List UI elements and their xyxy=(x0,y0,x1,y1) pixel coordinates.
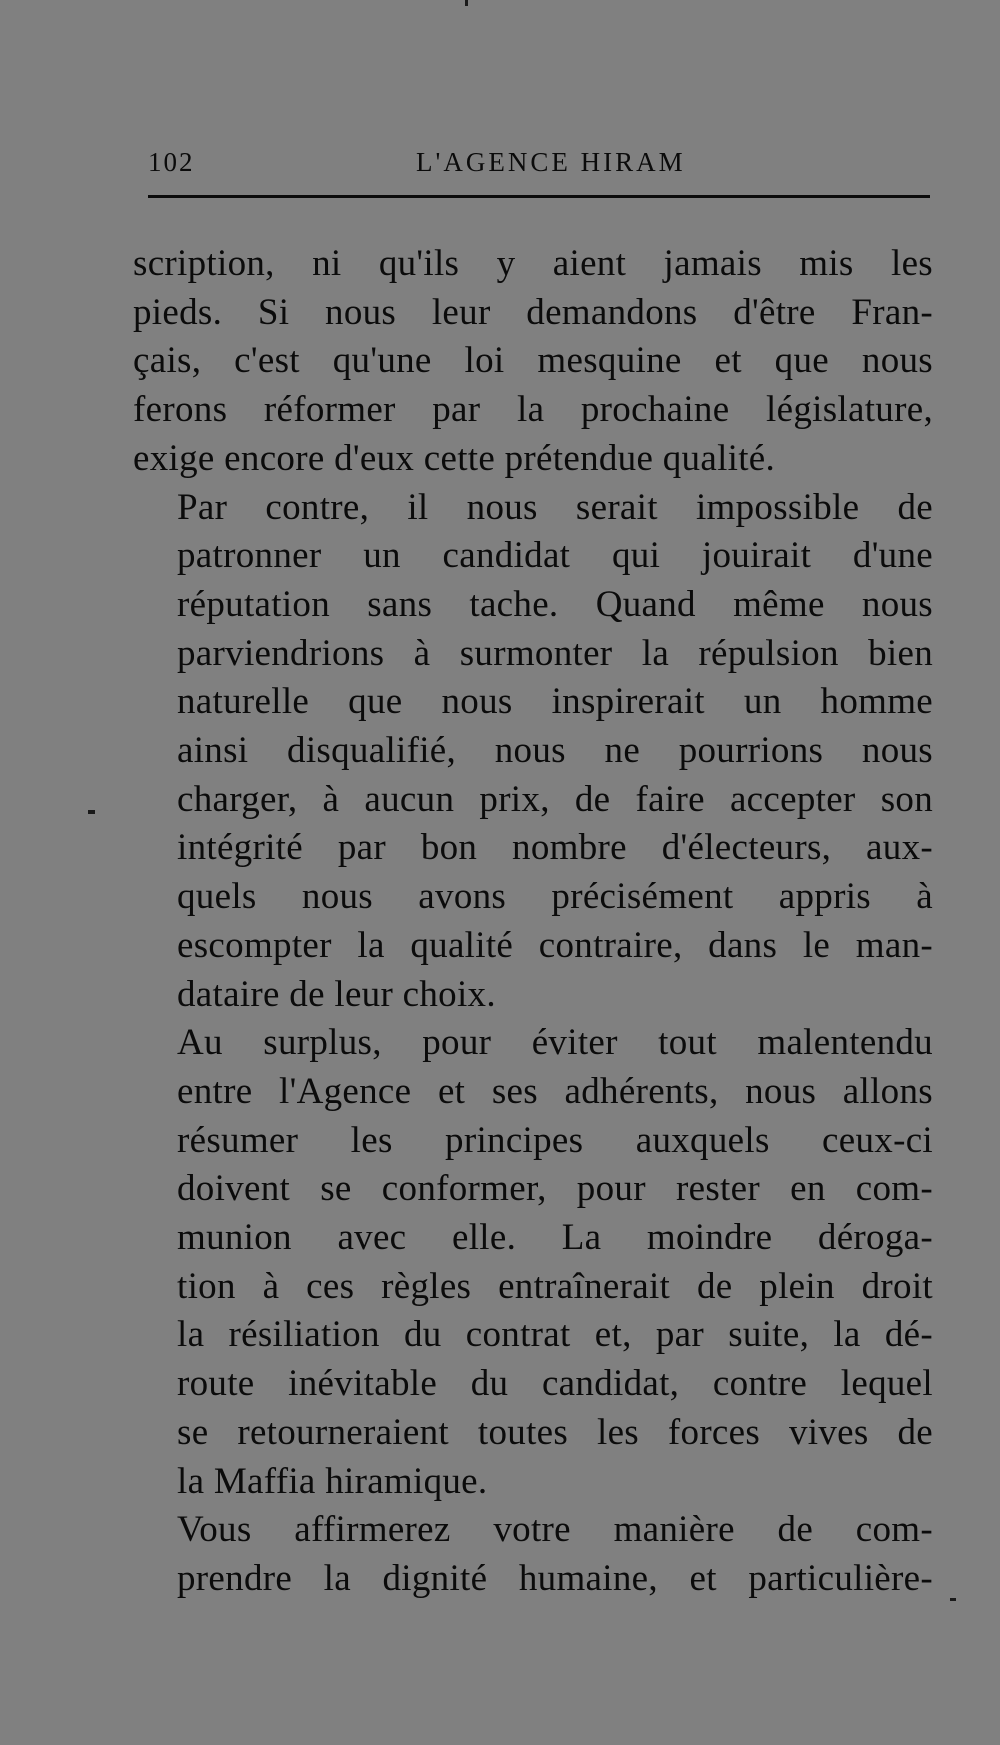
text-line: Au surplus, pour éviter tout malentendu xyxy=(177,1022,933,1064)
text-line: entre l'Agence et ses adhérents, nous allons xyxy=(177,1070,933,1112)
scan-speck xyxy=(88,810,95,814)
page-header xyxy=(148,143,930,183)
header-rule xyxy=(148,195,930,198)
text-line: escompter la qualité contraire, dans le man- xyxy=(177,924,933,966)
text-line: quels nous avons précisément appris à xyxy=(177,876,933,918)
text-line: intégrité par bon nombre d'électeurs, aux- xyxy=(177,827,933,869)
text-line: se retourneraient toutes les forces vives de xyxy=(177,1411,933,1453)
text-line: patronner un candidat qui jouirait d'une xyxy=(177,535,933,577)
text-line: dataire de leur choix. xyxy=(177,973,496,1015)
text-line: route inévitable du candidat, contre lequel xyxy=(177,1363,933,1405)
text-line: Par contre, il nous serait impossible de xyxy=(177,486,933,528)
text-line: parviendrions à surmonter la répulsion bien xyxy=(177,632,933,674)
text-line: résumer les principes auxquels ceux-ci xyxy=(177,1119,933,1161)
text-line: ferons réformer par la prochaine législature, xyxy=(133,389,933,431)
text-line: prendre la dignité humaine, et particulière- xyxy=(177,1557,933,1599)
paragraph xyxy=(133,1019,933,1506)
text-line: naturelle que nous inspirerait un homme xyxy=(177,681,933,723)
text-line: ainsi disqualifié, nous ne pourrions nous xyxy=(177,730,933,772)
scan-speck xyxy=(465,0,468,6)
body-text xyxy=(133,240,933,1604)
paragraph xyxy=(133,240,933,484)
text-line: doivent se conformer, pour rester en com- xyxy=(177,1168,933,1210)
text-line: Vous affirmerez votre manière de com- xyxy=(177,1509,933,1551)
page-number: 102 xyxy=(148,147,195,177)
text-line: la résiliation du contrat et, par suite, la dé- xyxy=(177,1314,933,1356)
text-line: munion avec elle. La moindre déroga- xyxy=(177,1217,933,1259)
text-line: réputation sans tache. Quand même nous xyxy=(177,583,933,625)
text-line: tion à ces règles entraînerait de plein droit xyxy=(177,1265,933,1307)
text-line: exige encore d'eux cette prétendue qualité. xyxy=(133,437,776,479)
paragraph xyxy=(133,1506,933,1603)
paragraph xyxy=(133,484,933,1020)
running-title: L'AGENCE HIRAM xyxy=(416,147,686,177)
text-line: pieds. Si nous leur demandons d'être Fran- xyxy=(133,291,933,333)
scan-speck xyxy=(950,1598,956,1601)
text-line: scription, ni qu'ils y aient jamais mis les xyxy=(133,243,933,284)
text-line: çais, c'est qu'une loi mesquine et que nous xyxy=(133,340,933,382)
text-line: la Maffia hiramique. xyxy=(177,1460,488,1502)
text-line: charger, à aucun prix, de faire accepter son xyxy=(177,778,933,820)
